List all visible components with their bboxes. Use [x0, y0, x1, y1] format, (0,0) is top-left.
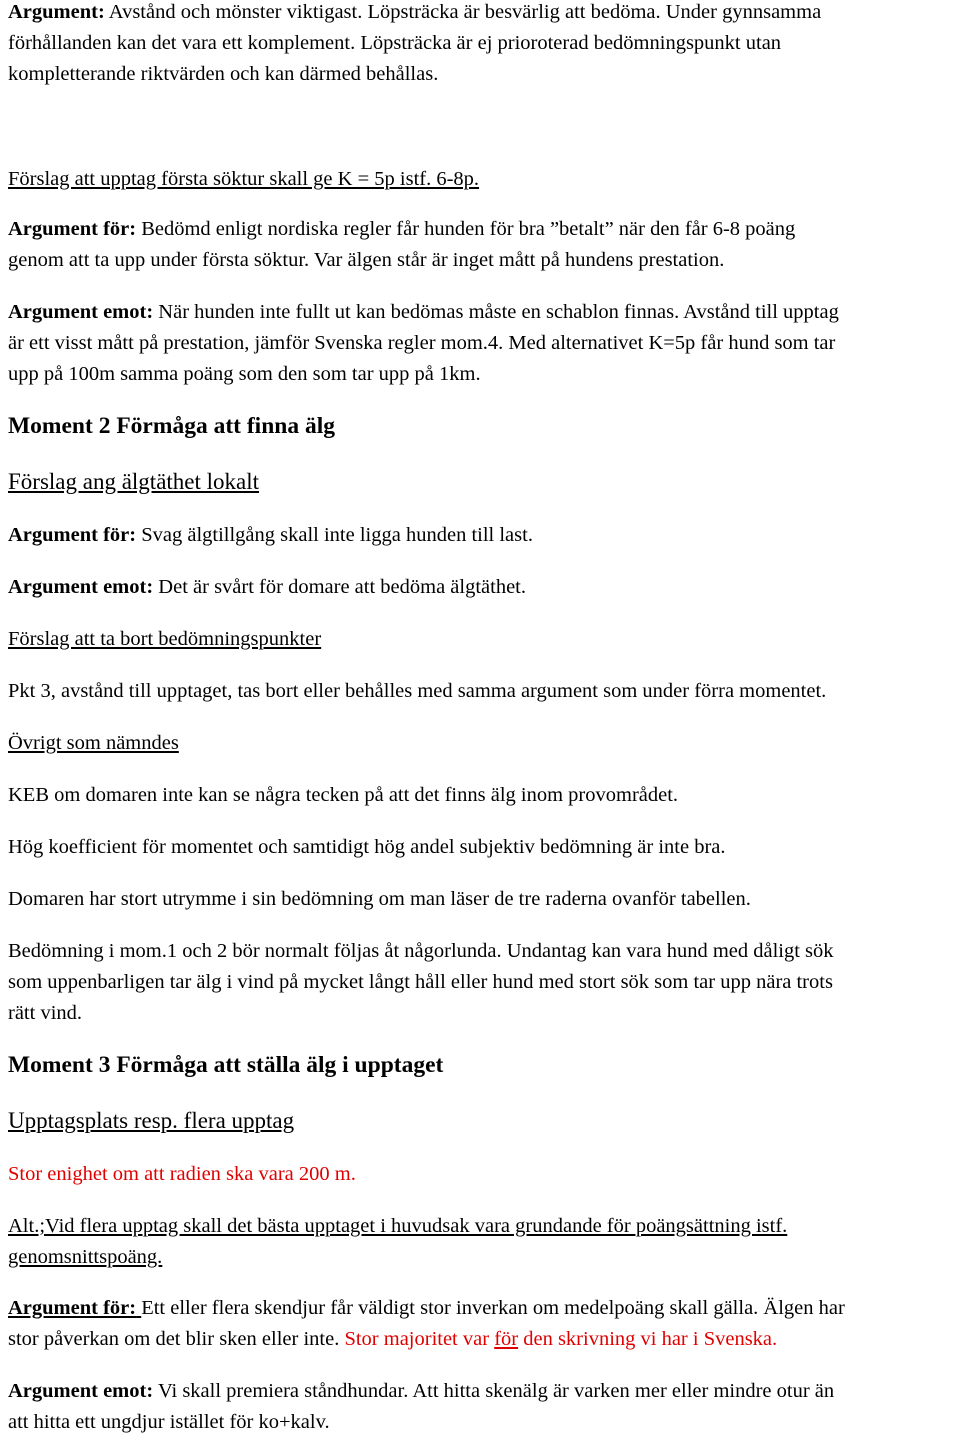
- other-mentioned-heading: Övrigt som nämndes: [8, 732, 179, 754]
- argument-against-1-line-2: är ett visst mått på prestation, jämför Svenska regler mom.4. Med alternativet K=5p får hund som tar: [8, 332, 836, 354]
- argument-for-1-text-1: Bedömd enligt nordiska regler får hunden för bra ”betalt” när den får 6-8 poäng: [141, 218, 796, 240]
- moment-2-argument-against-label: Argument emot:: [8, 576, 154, 598]
- moment-2-heading: Moment 2 Förmåga att finna älg: [8, 413, 335, 439]
- argument-against-1-text-1: När hunden inte fullt ut kan bedömas måste en schablon finnas. Avstånd till upptag: [158, 301, 839, 323]
- moment-2-argument-for-label: Argument för:: [8, 524, 137, 546]
- moment-3-argument-for-text-1: Ett eller flera skendjur får väldigt stor inverkan om medelpoäng skall gälla. Älgen har: [141, 1297, 845, 1319]
- moment-3-argument-against: [8, 1376, 958, 1438]
- argument-for-1-label: Argument för:: [8, 218, 137, 240]
- intro-line-3: kompletterande riktvärden och kan därmed behållas.: [8, 63, 439, 85]
- other-item-1: KEB om domaren inte kan se några tecken på att det finns älg inom provområdet.: [8, 784, 679, 806]
- moment-3-argument-for: [8, 1293, 958, 1355]
- moment-3-argument-for-line-1: [8, 1293, 958, 1324]
- intro-line-1: [8, 0, 958, 28]
- moment-3-argument-against-label: Argument emot:: [8, 1380, 154, 1402]
- other-item-3: Domaren har stort utrymme i sin bedömning om man läser de tre raderna ovanför tabellen.: [8, 888, 751, 910]
- consensus-text: Stor enighet om att radien ska vara 200 m.: [8, 1163, 356, 1185]
- proposal-k-heading: Förslag att upptag första söktur skall ge K = 5p istf. 6-8p.: [8, 168, 480, 190]
- moment-3-argument-for-line-2: [8, 1324, 958, 1355]
- majority-text-b: den skrivning vi har i Svenska.: [523, 1328, 778, 1350]
- moment-2-subheading: Förslag ang älgtäthet lokalt: [8, 469, 260, 494]
- argument-for-1-line-1: [8, 214, 958, 245]
- other-item-2: Hög koefficient för momentet och samtidigt hög andel subjektiv bedömning är inte bra.: [8, 836, 726, 858]
- moment-2-argument-against-text: Det är svårt för domare att bedöma älgtäthet.: [158, 576, 527, 598]
- assessment-line-3: rätt vind.: [8, 1002, 83, 1024]
- assessment-line-1: Bedömning i mom.1 och 2 bör normalt följas åt någorlunda. Undantag kan vara hund med dåligt sök: [8, 940, 834, 962]
- moment-3-heading: Moment 3 Förmåga att ställa älg i upptaget: [8, 1052, 444, 1078]
- moment-3-subheading: Upptagsplats resp. flera upptag: [8, 1108, 295, 1133]
- remove-points-heading: Förslag att ta bort bedömningspunkter: [8, 628, 322, 650]
- moment-3-argument-against-line-1: [8, 1376, 958, 1407]
- moment-2-argument-for-text: Svag älgtillgång skall inte ligga hunden till last.: [141, 524, 533, 546]
- argument-against-1: [8, 297, 958, 390]
- moment-3-argument-against-text-1: Vi skall premiera ståndhundar. Att hitta skenälg är varken mer eller mindre otur än: [157, 1380, 835, 1402]
- moment-3-argument-against-line-2: att hitta ett ungdjur istället för ko+kalv.: [8, 1411, 330, 1433]
- alternative-line-2: genomsnittspoäng.: [8, 1246, 163, 1268]
- alternative-line-1: Alt.;Vid flera upptag skall det bästa upptaget i huvudsak vara grundande för poängsättning istf.: [8, 1215, 788, 1237]
- intro-argument: [8, 0, 958, 90]
- argument-for-1-line-2: genom att ta upp under första söktur. Var älgen står är inget mått på hundens prestation.: [8, 249, 725, 271]
- argument-against-1-label: Argument emot:: [8, 301, 154, 323]
- argument-against-1-line-3: upp på 100m samma poäng som den som tar upp på 1km.: [8, 363, 481, 385]
- moment-3-argument-for-label: Argument för:: [8, 1297, 137, 1319]
- remove-points-text: Pkt 3, avstånd till upptaget, tas bort eller behålles med samma argument som under förra momentet.: [8, 680, 827, 702]
- intro-text-1: Avstånd och mönster viktigast. Löpsträcka är besvärlig att bedöma. Under gynnsamma: [108, 1, 822, 23]
- argument-against-1-line-1: [8, 297, 958, 328]
- argument-for-1: [8, 214, 958, 276]
- moment-2-argument-for: [8, 520, 958, 551]
- moment-3-argument-for-text-2: stor påverkan om det blir sken eller inte.: [8, 1328, 340, 1350]
- assessment-paragraph: [8, 936, 958, 1029]
- majority-text-emphasis: för: [494, 1328, 519, 1350]
- assessment-line-2: som uppenbarligen tar älg i vind på mycket långt håll eller hund med stort sök som tar upp nära trots: [8, 971, 833, 993]
- moment-2-argument-against: [8, 572, 958, 603]
- majority-text-a: Stor majoritet var: [344, 1328, 490, 1350]
- intro-line-2: förhållanden kan det vara ett komplement. Löpsträcka är ej prioroterad bedömningspunkt utan: [8, 32, 782, 54]
- intro-label: Argument:: [8, 1, 105, 23]
- alternative-paragraph: [8, 1211, 958, 1273]
